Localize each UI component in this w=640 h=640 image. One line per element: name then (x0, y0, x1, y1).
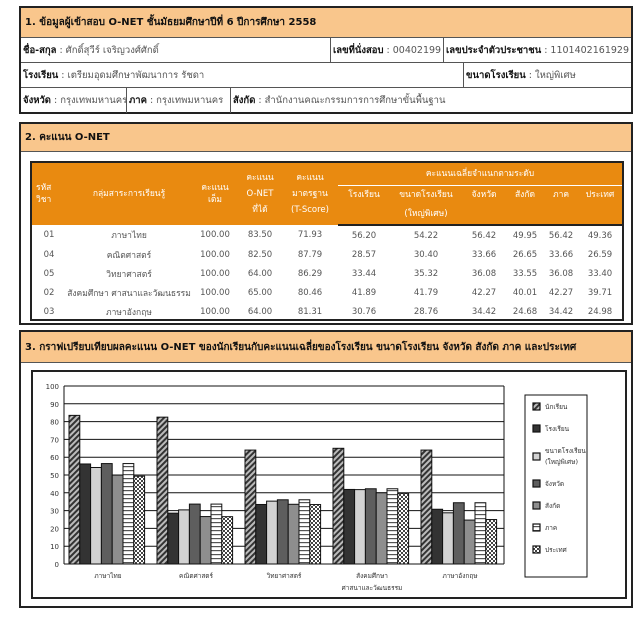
score-cell-province: 56.42 (471, 230, 497, 241)
score-cell-onet: 64.00 (247, 268, 273, 279)
id-cell: เลขประจำตัวประชาชน : 1101402161929 (446, 44, 629, 56)
score-cell-school-size: 41.79 (413, 287, 439, 298)
scores-table (32, 163, 622, 321)
bar-2-3 (355, 490, 366, 564)
legend-label: จังหวัด (545, 480, 565, 488)
bar-6-3 (398, 493, 409, 564)
score-cell-province: 36.08 (471, 268, 497, 279)
bar-1-2 (256, 504, 267, 564)
bar-0-2 (245, 450, 256, 564)
score-cell-code: 02 (43, 287, 55, 298)
score-cell-school-size: 28.76 (413, 306, 439, 317)
school-label: โรงเรียน (23, 69, 59, 81)
score-cell-affiliation: 33.55 (512, 268, 538, 279)
score-cell-region: 56.42 (548, 230, 574, 241)
bar-4-4 (464, 520, 475, 564)
score-cell-region: 33.66 (548, 249, 574, 260)
comparison-bar-chart (33, 372, 625, 597)
bar-3-1 (189, 504, 200, 564)
legend-label: ขนาดโรงเรียน (545, 447, 586, 455)
bar-0-1 (157, 417, 168, 564)
comparison-chart-title: 3. กราฟเปรียบเทียบผลคะแนน O-NET ของนักเรียนกับคะแนนเฉลี่ยของโรงเรียน ขนาดโรงเรียน จังหวัด สังกัด ภาค และประเทศ (21, 332, 631, 363)
school-size-value: ใหญ่พิเศษ (534, 69, 576, 81)
score-cell-subject: ภาษาอังกฤษ (106, 307, 152, 318)
bar-1-4 (432, 509, 443, 564)
score-cell-code: 03 (43, 306, 55, 317)
score-cell-tscore: 71.93 (297, 230, 323, 240)
seat-label: เลขที่นั่งสอบ (333, 44, 384, 56)
info-row-name (21, 38, 631, 63)
score-cell-full: 100.00 (200, 268, 230, 279)
y-tick-label: 30 (50, 507, 59, 516)
col-full-header: คะแนน เต็ม (192, 163, 238, 225)
id-value: 1101402161929 (550, 44, 629, 56)
score-cell-school-size: 35.32 (413, 268, 439, 279)
score-cell-province: 42.27 (471, 287, 497, 298)
seat-cell: เลขที่นั่งสอบ : 00402199 (331, 38, 444, 62)
region-value: กรุงเทพมหานคร (156, 95, 224, 106)
bar-1-1 (168, 513, 179, 564)
bar-4-0 (112, 475, 123, 564)
score-cell-country: 33.40 (587, 268, 613, 279)
y-tick-label: 0 (54, 561, 59, 569)
col-code-header: รหัส วิชา (32, 163, 66, 225)
score-cell-tscore: 86.29 (297, 268, 323, 279)
onet-scores-section (19, 122, 633, 325)
score-cell-full: 100.00 (200, 230, 230, 240)
x-category-label: ภาษาไทย (94, 572, 122, 580)
id-label: เลขประจำตัวประชาชน (446, 44, 542, 56)
score-cell-school: 33.44 (351, 268, 377, 279)
score-cell-school-size: 54.22 (413, 230, 439, 241)
score-row (32, 245, 622, 264)
score-cell-school-size: 30.40 (413, 249, 439, 260)
name-value: ศักดิ์สุวีร์ เจริญวงศ์ศักดิ์ (65, 44, 159, 56)
comparison-chart-section (19, 330, 633, 608)
score-row (32, 264, 622, 283)
x-category-label: วิทยาศาสตร์ (266, 572, 302, 580)
legend-label: (ใหญ่พิเศษ) (545, 458, 578, 466)
region-label: ภาค (129, 95, 147, 106)
bar-1-3 (344, 489, 355, 564)
school-value: เตรียมอุดมศึกษาพัฒนาการ รัชดา (67, 69, 205, 81)
bar-3-2 (277, 500, 288, 564)
score-cell-tscore: 81.31 (297, 306, 323, 317)
score-cell-region: 42.27 (548, 287, 574, 298)
y-tick-label: 90 (50, 400, 59, 409)
bar-2-1 (179, 510, 190, 564)
score-cell-tscore: 80.46 (297, 287, 323, 298)
score-cell-school: 56.20 (351, 230, 377, 241)
x-category-label: คณิตศาสตร์ (178, 572, 214, 580)
bar-4-2 (288, 504, 299, 564)
col-school-size-header: ขนาดโรงเรียน (390, 186, 462, 205)
col-province-header: จังหวัด (462, 186, 506, 205)
y-tick-label: 70 (50, 436, 59, 445)
score-cell-school: 30.76 (351, 306, 377, 317)
col-average-group-header: คะแนนเฉลี่ยจำแนกตามระดับ (338, 163, 622, 186)
col-tscore-header: คะแนน มาตรฐาน (T-Score) (282, 163, 338, 225)
province-label: จังหวัด (23, 95, 51, 106)
score-cell-country: 26.59 (587, 249, 613, 260)
score-cell-region: 36.08 (548, 268, 574, 279)
region-cell: ภาค : กรุงเทพมหานคร (127, 88, 231, 113)
score-cell-affiliation: 26.65 (512, 249, 538, 260)
legend-label: โรงเรียน (545, 425, 570, 433)
bar-4-3 (376, 493, 387, 564)
legend-swatch (533, 453, 540, 460)
y-tick-label: 10 (50, 543, 59, 552)
affiliation-value: สำนักงานคณะกรรมการการศึกษาขั้นพื้นฐาน (264, 95, 446, 106)
col-subject-header: กลุ่มสาระการเรียนรู้ (66, 163, 192, 225)
score-row (32, 225, 622, 245)
y-tick-label: 40 (50, 489, 59, 498)
score-cell-code: 01 (43, 230, 55, 240)
y-tick-label: 20 (50, 525, 59, 534)
score-cell-code: 05 (43, 268, 55, 279)
chart-frame (31, 370, 627, 599)
province-cell: จังหวัด : กรุงเทพมหานคร (21, 88, 127, 113)
score-cell-country: 24.98 (587, 306, 613, 317)
legend-swatch (533, 425, 540, 432)
col-school-header: โรงเรียน (338, 186, 390, 205)
score-cell-onet: 83.50 (247, 230, 273, 240)
bar-6-4 (486, 520, 497, 564)
bar-6-2 (310, 505, 321, 564)
score-cell-affiliation: 40.01 (512, 287, 538, 298)
score-cell-onet: 64.00 (247, 306, 273, 317)
bar-6-1 (222, 517, 233, 564)
legend-label: ภาค (545, 524, 558, 532)
bar-3-3 (365, 489, 376, 564)
score-cell-affiliation: 24.68 (512, 306, 538, 317)
col-affiliation-header: สังกัด (506, 186, 544, 205)
score-cell-country: 49.36 (587, 230, 613, 241)
legend-label: นักเรียน (545, 403, 568, 411)
bar-2-0 (91, 467, 102, 564)
score-cell-tscore: 87.79 (297, 249, 323, 260)
school-size-cell: ขนาดโรงเรียน : ใหญ่พิเศษ (466, 69, 576, 81)
legend-swatch (533, 403, 540, 410)
bar-5-3 (387, 489, 398, 564)
x-category-label: ภาษาอังกฤษ (442, 572, 478, 580)
name-cell: ชื่อ-สกุล : ศักดิ์สุวีร์ เจริญวงศ์ศักดิ์ (21, 38, 331, 62)
bar-4-1 (200, 517, 211, 564)
legend-label: สังกัด (545, 502, 561, 510)
score-cell-subject: วิทยาศาสตร์ (106, 269, 152, 280)
bar-5-0 (123, 464, 134, 564)
score-row (32, 302, 622, 321)
y-tick-label: 100 (45, 383, 59, 391)
info-row-location (21, 88, 631, 113)
y-tick-label: 50 (50, 472, 59, 480)
info-row-school (21, 63, 631, 88)
score-cell-province: 33.66 (471, 249, 497, 260)
onet-scores-title: 2. คะแนน O-NET (21, 124, 631, 152)
col-country-header: ประเทศ (578, 186, 622, 205)
school-cell: โรงเรียน : เตรียมอุดมศึกษาพัฒนาการ รัชดา (21, 63, 464, 87)
x-category-label: สังคมศึกษา (356, 572, 388, 580)
col-onet-header: คะแนน O-NET ที่ได้ (238, 163, 282, 225)
bar-0-0 (69, 415, 80, 564)
bar-5-1 (211, 504, 222, 564)
bar-5-4 (475, 503, 486, 564)
y-tick-label: 80 (50, 418, 59, 427)
legend-swatch (533, 524, 540, 531)
seat-value: 00402199 (392, 44, 442, 56)
scores-table-frame (30, 161, 624, 321)
bar-2-2 (267, 501, 278, 564)
score-cell-school: 41.89 (351, 287, 377, 298)
bar-0-3 (333, 448, 344, 564)
legend-swatch (533, 502, 540, 509)
bar-2-4 (443, 513, 454, 564)
score-cell-full: 100.00 (200, 287, 230, 298)
score-cell-country: 39.71 (587, 287, 613, 298)
bar-3-0 (101, 464, 112, 564)
legend-swatch (533, 480, 540, 487)
score-cell-subject: ภาษาไทย (111, 231, 147, 241)
bar-0-4 (421, 450, 432, 564)
score-cell-subject: คณิตศาสตร์ (106, 250, 152, 261)
examinee-info-title: 1. ข้อมูลผู้เข้าสอบ O-NET ชั้นมัธยมศึกษาปีที่ 6 ปีการศึกษา 2558 (21, 8, 631, 38)
score-cell-onet: 65.00 (247, 287, 273, 298)
y-tick-label: 60 (50, 454, 59, 463)
score-cell-code: 04 (43, 249, 55, 260)
score-cell-province: 34.42 (471, 306, 497, 317)
col-region-header: ภาค (544, 186, 578, 205)
affiliation-cell: สังกัด : สำนักงานคณะกรรมการการศึกษาขั้นพื้นฐาน (233, 95, 446, 106)
affiliation-label: สังกัด (233, 95, 256, 106)
score-row (32, 283, 622, 302)
score-cell-full: 100.00 (200, 306, 230, 317)
score-cell-onet: 82.50 (247, 249, 273, 260)
score-cell-subject: สังคมศึกษา ศาสนาและวัฒนธรรม (67, 288, 191, 299)
legend-swatch (533, 546, 540, 553)
col-school-size-subheader: (ใหญ่พิเศษ) (390, 204, 462, 225)
legend-label: ประเทศ (545, 546, 567, 554)
bar-5-2 (299, 500, 310, 564)
score-cell-full: 100.00 (200, 249, 230, 260)
examinee-info-section (19, 6, 633, 114)
score-cell-region: 34.42 (548, 306, 574, 317)
bar-1-0 (80, 464, 91, 564)
score-cell-affiliation: 49.95 (512, 230, 538, 241)
score-cell-school: 28.57 (351, 249, 377, 260)
bar-3-4 (453, 503, 464, 564)
name-label: ชื่อ-สกุล (23, 44, 57, 56)
bar-6-0 (134, 476, 145, 564)
x-category-label: ศาสนาและวัฒนธรรม (341, 584, 403, 592)
province-value: กรุงเทพมหานคร (60, 95, 128, 106)
school-size-label: ขนาดโรงเรียน (466, 69, 526, 81)
